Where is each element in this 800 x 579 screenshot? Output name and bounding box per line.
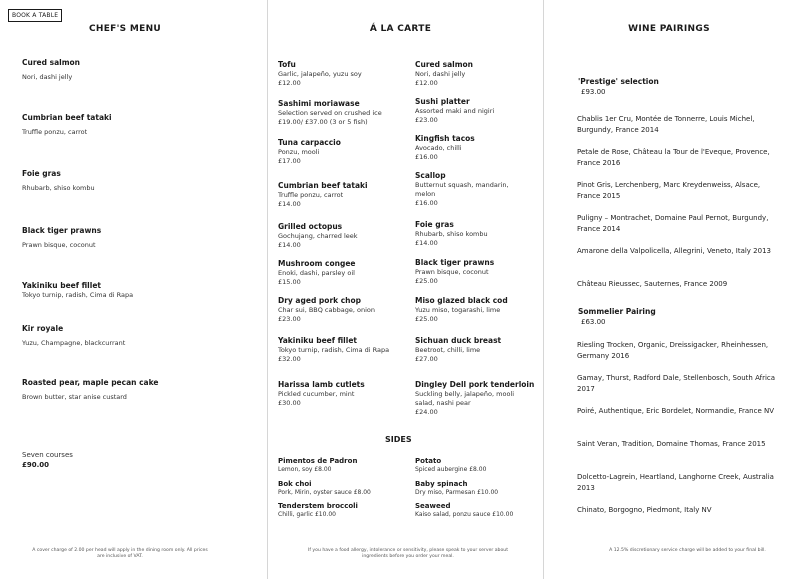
dish-desc: Prawn bisque, coconut <box>22 241 96 249</box>
wine-item: Puligny – Montrachet, Domaine Paul Pernot, Burgundy, France 2014 <box>577 214 769 233</box>
wine-item: Pinot Gris, Lerchenberg, Marc Kreydenweiss, Alsace, France 2015 <box>577 181 761 200</box>
side-dish <box>278 502 358 519</box>
dish-price: £14.00 <box>278 200 301 208</box>
sommelier-heading: Sommelier Pairing <box>578 307 656 316</box>
wine-item: Amarone della Valpolicella, Allegrini, Veneto, Italy 2013 <box>577 247 771 255</box>
dish-price: £17.00 <box>278 157 301 165</box>
chefs-menu-panel <box>0 0 267 579</box>
dish-name: Black tiger prawns <box>415 258 495 267</box>
wine-item: Château Rieussec, Sauternes, France 2009 <box>577 280 728 288</box>
a-la-carte-dish <box>415 134 527 162</box>
side-desc: Dry miso, Parmesan £10.00 <box>415 489 499 496</box>
dish-price: £25.00 <box>415 277 438 285</box>
side-dish <box>415 480 498 497</box>
cover-charge-note: A cover charge of 2.00 per head will apply in the dining room only. All prices are inclusive of VAT. <box>32 548 208 559</box>
dish-desc: Pickled cucumber, mint <box>278 390 355 398</box>
dish-desc: Gochujang, charred leek <box>278 232 358 240</box>
dish-desc: Garlic, jalapeño, yuzu soy <box>278 70 362 78</box>
a-la-carte-dish <box>415 220 527 248</box>
side-name: Tenderstem broccoli <box>278 502 358 510</box>
dish-name: Mushroom congee <box>278 259 356 268</box>
side-name: Potato <box>415 457 442 465</box>
dish-name: Cured salmon <box>415 60 474 69</box>
wine-pairings-title: WINE PAIRINGS <box>628 24 710 34</box>
a-la-carte-dish <box>278 380 390 408</box>
dish-desc: Enoki, dashi, parsley oil <box>278 269 355 277</box>
dish-price: £14.00 <box>278 241 301 249</box>
chef-courses <box>22 446 73 470</box>
dish-desc: Rhubarb, shiso kombu <box>22 184 95 192</box>
wine-item: Saint Veran, Tradition, Domaine Thomas, France 2015 <box>577 440 766 448</box>
courses-label: Seven courses <box>22 451 73 459</box>
dish-name: Grilled octopus <box>278 222 343 231</box>
a-la-carte-dish <box>278 222 390 250</box>
chef-dish <box>22 113 112 137</box>
a-la-carte-dish <box>278 259 390 287</box>
side-dish <box>278 457 357 474</box>
dish-name: Sushi platter <box>415 97 470 106</box>
dish-name: Sichuan duck breast <box>415 336 502 345</box>
a-la-carte-dish <box>278 296 390 324</box>
dish-name: Black tiger prawns <box>22 226 102 235</box>
dish-price: £14.00 <box>415 239 438 247</box>
dish-desc: Yuzu miso, togarashi, lime <box>415 306 501 314</box>
dish-name: Yakiniku beef fillet <box>22 281 101 290</box>
dish-name: Cumbrian beef tataki <box>278 181 368 190</box>
chef-dish <box>22 378 158 402</box>
dish-name: Roasted pear, maple pecan cake <box>22 378 159 387</box>
dish-price: £19.00/ £37.00 (3 or 5 fish) <box>278 118 368 126</box>
sommelier-price: £63.00 <box>581 318 606 326</box>
dish-desc: Ponzu, mooli <box>278 148 320 156</box>
side-name: Seaweed <box>415 502 451 510</box>
a-la-carte-dish <box>278 60 390 88</box>
dish-name: Dingley Dell pork tenderloin <box>415 380 535 389</box>
dish-name: Tuna carpaccio <box>278 138 341 147</box>
a-la-carte-dish <box>415 380 534 417</box>
dish-name: Cured salmon <box>22 58 81 67</box>
chef-dish <box>22 58 80 82</box>
dish-name: Kingfish tacos <box>415 134 475 143</box>
dish-price: £25.00 <box>415 315 438 323</box>
dish-name: Scallop <box>415 171 446 180</box>
service-charge-note: A 12.5% discretionary service charge will be added to your final bill. <box>609 548 766 553</box>
dish-desc: Assorted maki and nigiri <box>415 107 495 115</box>
wine-item: Poiré, Authentique, Eric Bordelet, Normandie, France NV <box>577 407 775 415</box>
side-desc: Chilli, garlic £10.00 <box>278 511 336 518</box>
dish-price: £27.00 <box>415 355 438 363</box>
dish-name: Foie gras <box>22 169 61 178</box>
a-la-carte-dish <box>278 99 390 127</box>
dish-price: £12.00 <box>415 79 438 87</box>
dish-desc: Tokyo turnip, radish, Cima di Rapa <box>22 291 134 299</box>
dish-price: £12.00 <box>278 79 301 87</box>
dish-name: Yakiniku beef fillet <box>278 336 357 345</box>
dish-desc: Prawn bisque, coconut <box>415 268 489 276</box>
a-la-carte-dish <box>415 97 527 125</box>
prestige-price: £93.00 <box>581 88 606 96</box>
dish-desc: Selection served on crushed ice <box>278 109 382 117</box>
dish-name: Miso glazed black cod <box>415 296 508 305</box>
dish-price: £32.00 <box>278 355 301 363</box>
dish-desc: Suckling belly, jalapeño, mooli salad, nashi pear <box>415 390 515 407</box>
wine-item: Chablis 1er Cru, Montée de Tonnerre, Louis Michel, Burgundy, France 2014 <box>577 115 755 134</box>
dish-name: Sashimi moriawase <box>278 99 360 108</box>
side-dish <box>415 457 486 474</box>
dish-name: Tofu <box>278 60 296 69</box>
dish-name: Harissa lamb cutlets <box>278 380 365 389</box>
prestige-heading: 'Prestige' selection <box>578 77 659 86</box>
wine-item: Gamay, Thurst, Radford Dale, Stellenbosch, South Africa 2017 <box>577 374 776 393</box>
dish-price: £16.00 <box>415 153 438 161</box>
dish-desc: Beetroot, chilli, lime <box>415 346 481 354</box>
side-desc: Kaiso salad, ponzu sauce £10.00 <box>415 511 514 518</box>
dish-price: £16.00 <box>415 199 438 207</box>
a-la-carte-dish <box>278 181 390 209</box>
a-la-carte-dish <box>278 138 390 166</box>
dish-name: Cumbrian beef tataki <box>22 113 112 122</box>
courses-price: £90.00 <box>22 461 50 469</box>
a-la-carte-dish <box>415 171 527 208</box>
a-la-carte-dish <box>415 296 527 324</box>
dish-desc: Char sui, BBQ cabbage, onion <box>278 306 375 314</box>
dish-desc: Nori, dashi jelly <box>22 73 73 81</box>
wine-item: Chinato, Borgogno, Piedmont, Italy NV <box>577 506 712 514</box>
dish-price: £30.00 <box>278 399 301 407</box>
dish-desc: Rhubarb, shiso kombu <box>415 230 488 238</box>
side-desc: Lemon, soy £8.00 <box>278 466 332 473</box>
dish-price: £15.00 <box>278 278 301 286</box>
side-dish <box>415 502 513 519</box>
chef-dish <box>22 281 133 300</box>
dish-name: Dry aged pork chop <box>278 296 362 305</box>
a-la-carte-dish <box>415 336 527 364</box>
dish-desc: Nori, dashi jelly <box>415 70 466 78</box>
dish-desc: Truffle ponzu, carrot <box>22 128 88 136</box>
allergy-note: If you have a food allergy, intolerance or sensitivity, please speak to your server about ingredients before you order your meal. <box>307 548 508 559</box>
dish-desc: Butternut squash, mandarin, melon <box>415 181 509 198</box>
wine-item: Dolcetto-Lagrein, Heartland, Langhorne Creek, Australia 2013 <box>577 473 774 492</box>
dish-price: £24.00 <box>415 408 438 416</box>
dish-desc: Truffle ponzu, carrot <box>278 191 344 199</box>
dish-price: £23.00 <box>278 315 301 323</box>
side-name: Baby spinach <box>415 480 468 488</box>
chef-dish <box>22 226 101 250</box>
side-desc: Pork, Mirin, oyster sauce £8.00 <box>278 489 371 496</box>
side-desc: Spiced aubergine £8.00 <box>415 466 487 473</box>
wine-item: Riesling Trocken, Organic, Dreissigacker, Rheinhessen, Germany 2016 <box>577 341 769 360</box>
dish-name: Kir royale <box>22 324 64 333</box>
chef-dish <box>22 169 95 193</box>
sides-title: SIDES <box>385 435 412 444</box>
a-la-carte-dish <box>278 336 390 364</box>
side-dish <box>278 480 371 497</box>
chefs-menu-title: CHEF'S MENU <box>88 24 162 34</box>
book-a-table-button[interactable]: BOOK A TABLE <box>8 9 62 22</box>
a-la-carte-title: Á LA CARTE <box>369 24 432 34</box>
dish-price: £23.00 <box>415 116 438 124</box>
dish-desc: Tokyo turnip, radish, Cima di Rapa <box>278 346 390 354</box>
chef-dish <box>22 324 125 348</box>
wine-item: Petale de Rose, Château la Tour de l'Eveque, Provence, France 2016 <box>577 148 770 167</box>
dish-name: Foie gras <box>415 220 454 229</box>
a-la-carte-dish <box>415 258 527 286</box>
dish-desc: Brown butter, star anise custard <box>22 393 127 401</box>
dish-desc: Avocado, chilli <box>415 144 462 152</box>
side-name: Bok choi <box>278 480 312 488</box>
a-la-carte-dish <box>415 60 527 88</box>
dish-desc: Yuzu, Champagne, blackcurrant <box>22 339 126 347</box>
side-name: Pimentos de Padron <box>278 457 358 465</box>
